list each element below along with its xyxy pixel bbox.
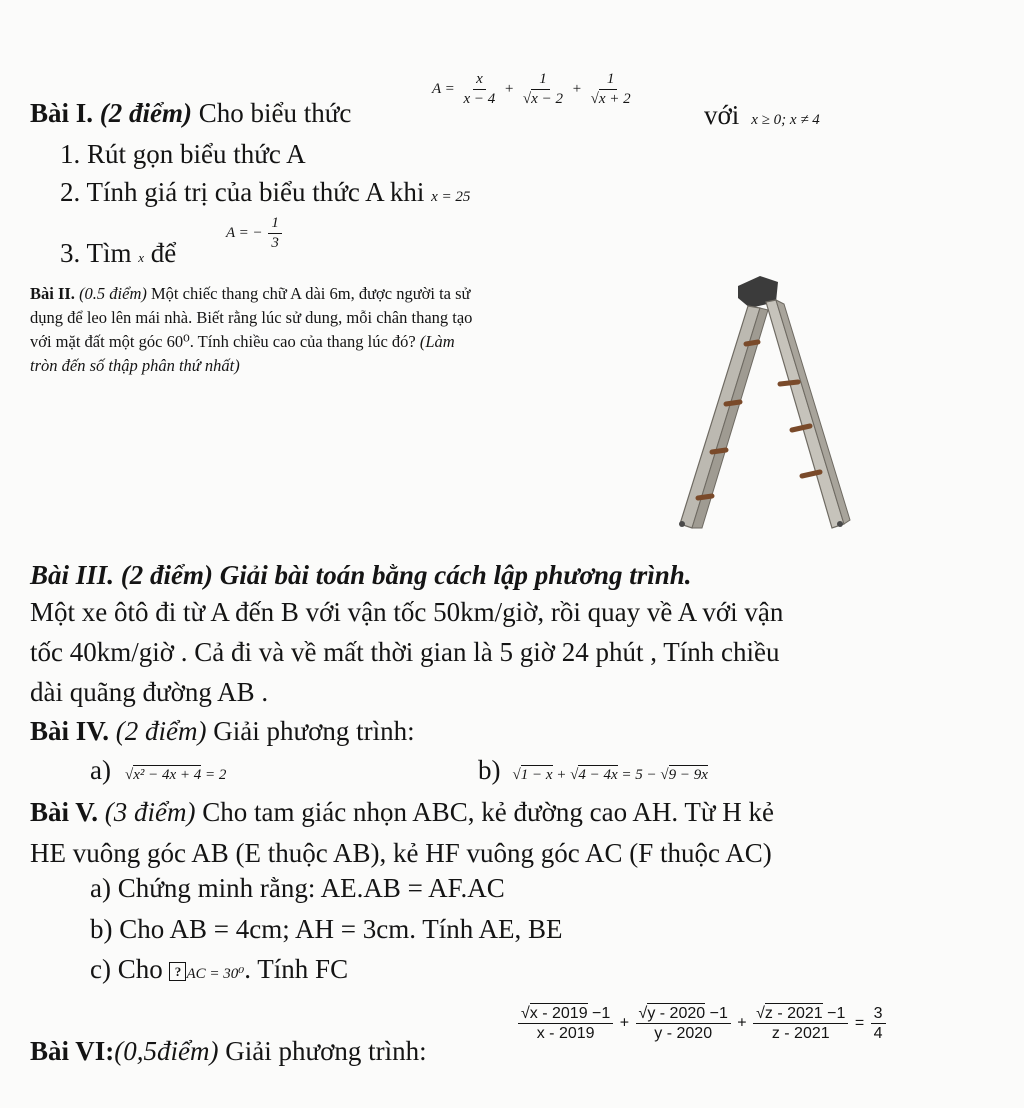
bai5-b: b) Cho AB = 4cm; AH = 3cm. Tính AE, BE [90, 914, 563, 944]
bai1-heading [30, 98, 351, 129]
bai3-line1: Một xe ôtô đi từ A đến B với vận tốc 50km/giờ, rồi quay về A với vận [30, 597, 784, 627]
expr-frac-2: $\frac{1}{√x - 2}$ [522, 71, 563, 107]
expr-frac-1: $\frac{x}{x - 4}$ [463, 71, 496, 107]
bai5-a: a) Chứng minh rằng: AE.AB = AF.AC [90, 873, 505, 903]
bai1-q1: 1. Rút gọn biểu thức A [60, 139, 306, 169]
bai5-c: c) Cho ? AC = 30⁰. Tính FC [90, 954, 349, 984]
bai6-rhs: $\frac{3}{4}$ [871, 1004, 886, 1043]
bai6-frac-2: $\frac{√y - 2020 -1}{y - 2020}$ [636, 1004, 731, 1043]
bai5-line2: HE vuông góc AB (E thuộc AB), kẻ HF vuông góc AC (F thuộc AC) [30, 838, 772, 868]
bai3-heading: Bài III. (2 điểm) Giải bài toán bằng cách lập phương trình. [30, 560, 692, 590]
bai3-line3: dài quãng đường AB . [30, 677, 269, 707]
bai6-frac-3: $\frac{√z - 2021 -1}{z - 2021}$ [753, 1004, 848, 1043]
ladder-leg-left [680, 306, 760, 528]
bai6-heading: Bài VI:(0,5điểm) Giải phương trình: [30, 1036, 427, 1066]
bai1-q2: 2. Tính giá trị của biểu thức A khi x = 25 [60, 177, 471, 207]
bai1-intro: Cho biểu thức [198, 98, 352, 128]
bai6-frac-1: $\frac{√x - 2019 -1}{x - 2019}$ [518, 1004, 613, 1043]
bai1-q3: 3. Tìm x để [60, 238, 177, 268]
bai4-b: b) √1 − x + √4 − 4x = 5 − √9 − 9x [478, 755, 708, 785]
bai2-block: Bài II. (0.5 điểm) Một chiếc thang chữ A dài 6m, được người ta sử dụng để leo lên mái nhà. Biết rằng lúc sử dung, mỗi chân thang tạo với mặt đất một góc 60⁰. Tính chiều cao của thang lúc đó? (Làm tròn đến số thập phân thứ nhất) [30, 284, 473, 375]
ladder-image [668, 272, 858, 534]
bai1-points: (2 điểm) [99, 98, 193, 128]
bai1-condition: với x ≥ 0; x ≠ 4 [704, 100, 820, 130]
ladder-leg-right [766, 300, 844, 528]
bai6-equation: $\frac{√x - 2019 -1}{x - 2019}$ + $\frac{√y - 2020 -1}{y - 2020}$ + $\frac{√z - 2021 -1}{z - 2021}$ = $\frac{3}{4}$ [516, 1004, 888, 1043]
bai5-line1: Bài V. (3 điểm) Cho tam giác nhọn ABC, kẻ đường cao AH. Từ H kẻ [30, 797, 774, 827]
expr-lhs: A = [432, 80, 455, 97]
bai1-expression: A = $\frac{x}{x - 4}$ + $\frac{1}{√x - 2}$ + $\frac{1}{√x + 2}$ [432, 70, 636, 109]
missing-glyph-icon: ? [169, 962, 186, 981]
bai1-title: Bài I. [30, 98, 94, 128]
bai1-q3-math: A = − $\frac{1}{3}$ [226, 214, 284, 253]
bai3-line2: tốc 40km/giờ . Cả đi và về mất thời gian là 5 giờ 24 phút , Tính chiều [30, 637, 780, 667]
bai4-heading: Bài IV. (2 điểm) Giải phương trình: [30, 716, 415, 746]
bai4-a: a) √x² − 4x + 4 = 2 [90, 755, 227, 785]
expr-frac-3: $\frac{1}{√x + 2}$ [590, 71, 631, 107]
